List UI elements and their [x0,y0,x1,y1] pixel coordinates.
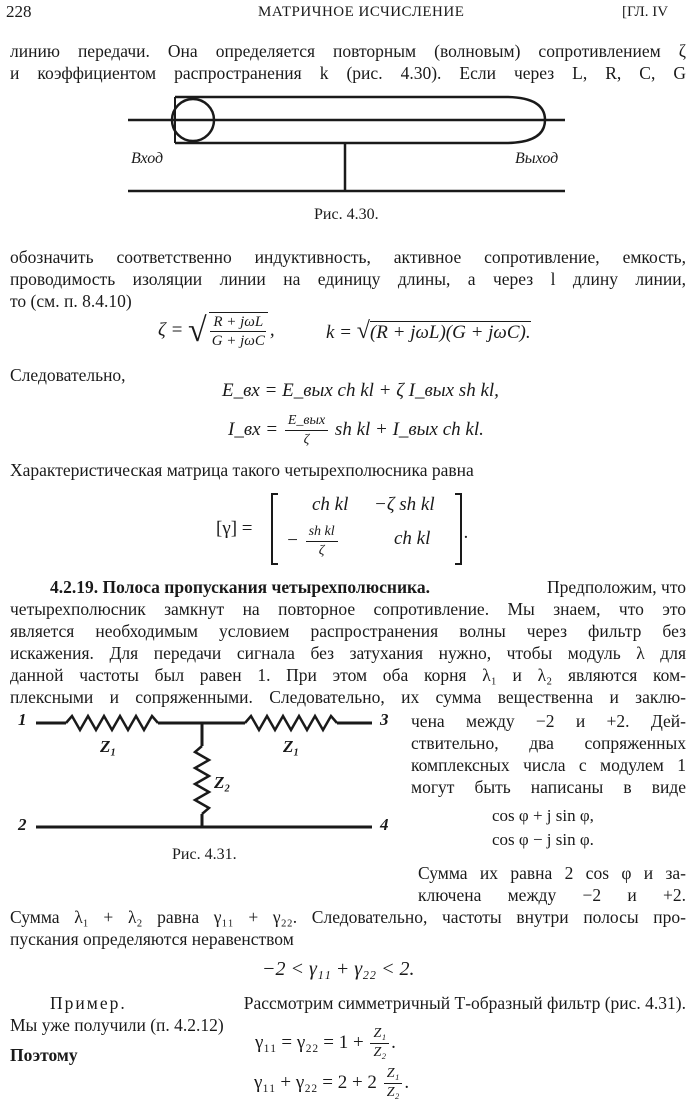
figure-4-30-caption: Рис. 4.30. [314,206,379,223]
i-rhs: sh kl + I_вых ch kl. [334,418,484,440]
paragraph-line: Сумма λ₁ + λ₂ равна γ₁₁ + γ₂₂. Следовательно, частоты внутри полосы про- [10,907,686,927]
equation-k [326,318,531,345]
z1-right-resistor [245,716,337,730]
zeta-denominator: G + jωC [211,333,265,349]
k-lhs: k = [326,322,353,343]
z1-left-label: Z₁ [100,737,117,756]
figure-4-31-diagram [0,690,420,840]
sum-numerator: Z₁ [384,1065,403,1084]
paragraph-line: Следовательно, [10,365,126,385]
example-label: Пример. [50,993,127,1013]
matrix-lhs: [γ] = [216,518,253,539]
a21-fraction [306,523,338,560]
figure-4-30-diagram [0,85,700,205]
sum-end: . [404,1071,410,1093]
equation-e: E_вх = E_вых ch kl + ζ I_вых sh kl, [222,380,499,401]
side-text-line: Сумма их равна 2 cos φ и за- [418,863,686,883]
z1-left-resistor [66,716,158,730]
k-radicand: (R + jωL)(G + jωC). [369,322,531,343]
gamma-denominator: Z₂ [373,1045,387,1060]
separator: , [269,319,275,341]
paragraph-line: проводимость изоляции линии на единицу длины, а через l длину линии, [10,269,686,289]
equation-i [228,412,484,449]
i-denominator: ζ [303,432,310,447]
zeta-fraction [209,312,268,350]
section-line1-rest: Предположим, что [546,577,686,597]
zeta-lhs: ζ = [158,319,184,341]
side-text-line: ствительно, два сопряженных [411,733,686,753]
equation-inequality: −2 < γ₁₁ + γ₂₂ < 2. [262,958,415,980]
sum-denominator: Z₂ [386,1085,400,1100]
terminal-3: 3 [380,710,389,729]
a21-sign: − [286,529,299,551]
running-title: МАТРИЧНОЕ ИСЧИСЛЕНИЕ [258,4,465,20]
paragraph-line: пускания определяются неравенством [10,929,294,949]
chapter-label: [ГЛ. IV [622,4,669,20]
i-fraction [285,412,328,449]
paragraph-line: линию передачи. Она определяется повторным (волновым) сопротивлением ζ [10,41,686,61]
paragraph-line: данной частоты был равен 1. При этом оба корня λ₁ и λ₂ являются ком- [10,665,686,685]
section-heading-line [50,576,686,598]
paragraph-line: четырехполюсник замкнут на повторное сопротивление. Мы знаем, что это [10,599,686,619]
sqrt-symbol: √ [356,318,370,344]
side-text-line: ключена между −2 и +2. [418,885,686,905]
i-lhs: I_вх = [228,418,279,440]
sqrt-symbol: √ [188,312,207,349]
figure-4-31-caption: Рис. 4.31. [172,846,237,863]
matrix-a21 [286,523,340,560]
paragraph-line: Характеристическая матрица такого четырехполюсника равна [10,460,474,480]
paragraph-line: и коэффициентом распространения k (рис. 4.30). Если через L, R, C, G [10,63,686,83]
sum-fraction [384,1065,403,1102]
a21-denominator: ζ [318,543,325,558]
gamma-numerator: Z₁ [370,1025,389,1044]
gamma-lhs: γ₁₁ = γ₂₂ = 1 + [255,1031,364,1053]
a21-numerator: sh kl [306,523,338,542]
side-text-line: могут быть написаны в виде [411,777,686,797]
example-line1-rest: Рассмотрим симметричный Т-образный фильтр (рис. 4.31). [243,993,686,1013]
figure-label-input: Вход [131,150,164,167]
side-eq-plus: cos φ + j sin φ, [492,806,594,825]
sum-lhs: γ₁₁ + γ₂₂ = 2 + 2 [254,1071,377,1093]
equation-sum [254,1065,409,1102]
paragraph-line: является необходимым условием распространения волны через фильтр без [10,621,686,641]
section-heading: 4.2.19. Полоса пропускания четырехполюсника. [50,577,430,597]
side-text-line: комплексных числа с модулем 1 [411,755,686,775]
terminal-2: 2 [18,815,27,834]
example-line [50,992,686,1014]
matrix-a11: ch kl [312,494,349,515]
paragraph-line: обозначить соответственно индуктивность, активное сопротивление, емкость, [10,247,686,267]
i-numerator: E_вых [285,412,328,431]
paragraph-line: искажения. Для передачи сигнала без затухания нужно, чтобы модуль λ для [10,643,686,663]
paragraph-line: Мы уже получили (п. 4.2.12) [10,1015,224,1035]
z2-label: Z₂ [214,773,231,792]
paragraph-line: плексными и сопряженными. Следовательно, их сумма вещественна и заклю- [10,687,686,707]
terminal-4: 4 [380,815,389,834]
matrix-brackets [0,492,700,572]
matrix-end: . [464,522,469,543]
gamma-end: . [391,1031,396,1053]
equation-zeta [158,312,275,350]
therefore-label: Поэтому [10,1045,78,1065]
terminal-1: 1 [18,710,27,729]
figure-label-output: Выход [515,150,559,167]
side-eq-minus: cos φ − j sin φ. [492,830,594,849]
matrix-a22: ch kl [394,528,431,549]
zeta-numerator: R + jωL [210,313,266,332]
z2-resistor [195,746,209,814]
page-number: 228 [6,2,32,21]
side-text-line: чена между −2 и +2. Дей- [411,711,686,731]
z1-right-label: Z₁ [283,737,300,756]
matrix-a12: −ζ sh kl [374,494,435,515]
paragraph-line: то (см. п. 8.4.10) [10,291,132,311]
